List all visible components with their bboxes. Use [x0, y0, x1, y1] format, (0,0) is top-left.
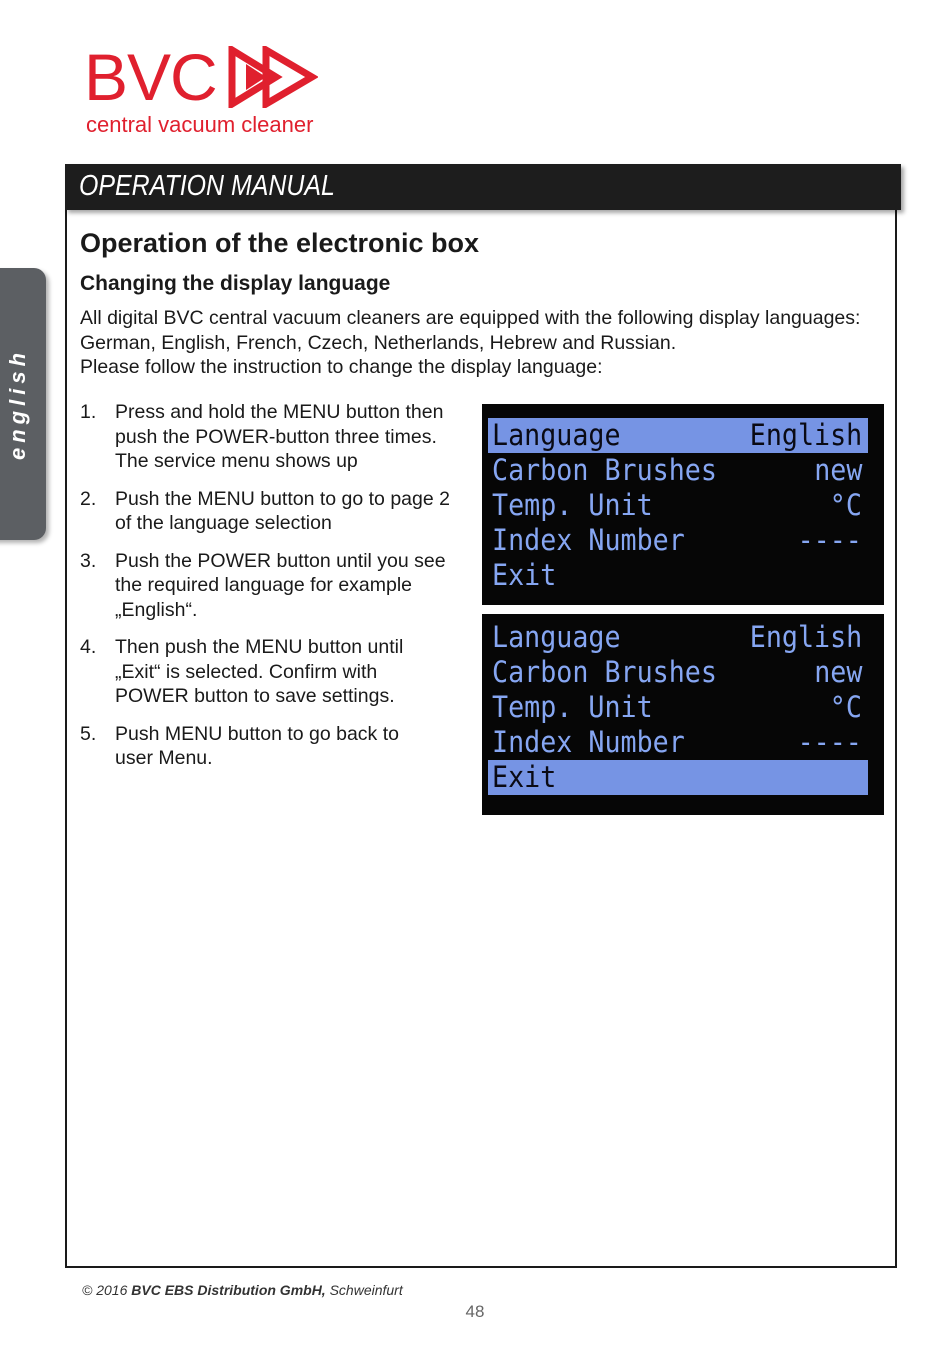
page-number: 48 [465, 1302, 485, 1321]
step-line: the required language for example [115, 574, 413, 596]
instruction-list [80, 400, 460, 784]
side-tab-label: english [5, 347, 30, 461]
step-line: Then push the MENU button until [115, 636, 404, 658]
step-line: Press and hold the MENU button then [115, 401, 444, 423]
section-title: Operation of the electronic box [80, 228, 480, 258]
header-title: OPERATION MANUAL [79, 170, 335, 202]
lcd-row [488, 690, 868, 725]
intro-line: German, English, French, Czech, Netherlands, Hebrew and Russian. [80, 331, 677, 354]
step-line: push the POWER-button three times. [115, 425, 437, 448]
header-bar [65, 164, 901, 210]
lcd-row-label: Temp. Unit [492, 488, 653, 522]
lcd-row-label: Language [492, 418, 621, 452]
lcd-row [488, 523, 868, 558]
instruction-step [80, 722, 460, 771]
lcd-row [488, 725, 868, 760]
intro-line: Please follow the instruction to change the display language: [80, 356, 603, 378]
lcd-row-selected [488, 418, 868, 453]
lcd-row-label: Exit [492, 558, 557, 592]
section-subtitle: Changing the display language [80, 272, 391, 295]
copyright-notice [82, 1282, 403, 1298]
lcd-row-value: °C [829, 488, 862, 522]
step-line: Push the POWER button until you see [115, 549, 446, 572]
lcd-row-label: Index Number [492, 523, 685, 557]
lcd-row [488, 558, 868, 593]
lcd-row-value: English [749, 418, 862, 452]
step-line: Push MENU button to go back to [115, 722, 399, 745]
intro-line: All digital BVC central vacuum cleaners are equipped with the following display languages: [80, 307, 861, 329]
logo-tagline: central vacuum cleaner [86, 112, 314, 137]
copyright-prefix: © 2016 [82, 1282, 132, 1298]
instruction-step [80, 635, 460, 709]
step-line: of the language selection [115, 512, 332, 534]
lcd-row [488, 620, 868, 655]
step-line: user Menu. [115, 747, 213, 769]
instruction-step [80, 487, 460, 536]
step-number: 4. [80, 636, 97, 658]
lcd-row-value: °C [829, 690, 862, 724]
step-line: POWER button to save settings. [115, 685, 395, 707]
lcd-row [488, 655, 868, 690]
play-arrows-icon [228, 46, 318, 108]
lcd-row-value: new [813, 453, 862, 487]
lcd-row [488, 488, 868, 523]
lcd-row-value: English [749, 620, 862, 654]
lcd-row-label: Temp. Unit [492, 690, 653, 724]
step-line: „Exit“ is selected. Confirm with [115, 660, 378, 683]
step-line: The service menu shows up [115, 450, 358, 472]
step-number: 5. [80, 722, 97, 745]
step-number: 3. [80, 549, 97, 572]
lcd-row-value: ---- [797, 725, 862, 759]
instruction-step [80, 549, 460, 623]
lcd-screen-language-selected [482, 404, 884, 605]
lcd-row-selected [488, 760, 868, 795]
language-side-tab [0, 268, 46, 540]
intro-paragraph [80, 306, 880, 380]
lcd-row-value: new [813, 655, 862, 689]
company-city: Schweinfurt [325, 1282, 403, 1298]
instruction-step [80, 400, 460, 474]
company-name: BVC EBS Distribution GmbH, [131, 1282, 326, 1298]
lcd-row-label: Carbon Brushes [492, 453, 717, 487]
step-line: Push the MENU button to go to page 2 [115, 487, 450, 510]
lcd-row-label: Carbon Brushes [492, 655, 717, 689]
lcd-row [488, 453, 868, 488]
logo-wordmark: BVC [84, 40, 217, 114]
lcd-row-value: ---- [797, 523, 862, 557]
step-number: 2. [80, 487, 97, 510]
step-number: 1. [80, 401, 97, 423]
lcd-row-label: Index Number [492, 725, 685, 759]
brand-logo [84, 40, 344, 139]
lcd-screen-exit-selected [482, 614, 884, 815]
lcd-row-label: Exit [492, 760, 557, 794]
lcd-row-label: Language [492, 620, 621, 654]
step-line: „English“. [115, 598, 198, 621]
